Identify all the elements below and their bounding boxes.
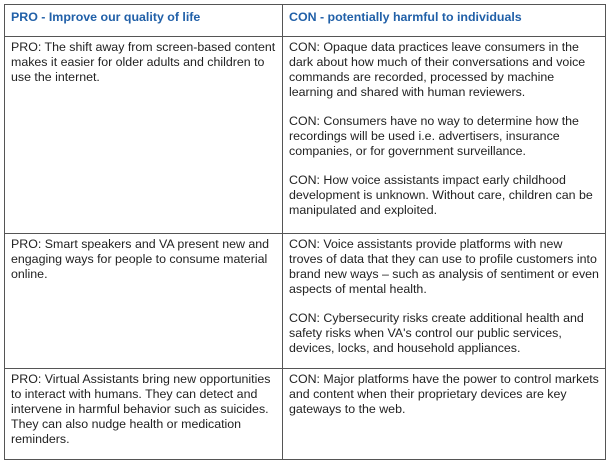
pro-cell <box>5 37 283 234</box>
table-row <box>5 234 606 369</box>
con-text: CON: Cybersecurity risks create additional health and safety risks when VA's control our public services, devices, locks, and household appliances. <box>289 311 584 355</box>
table-row <box>5 37 606 234</box>
con-text: CON: Major platforms have the power to control markets and content when their proprietary devices are key gateways to the web. <box>289 372 599 416</box>
con-text: CON: Voice assistants provide platforms with new troves of data that they can use to profile customers into brand new ways – such as analysis of sentiment or even aspects of mental health. <box>289 237 599 296</box>
header-row <box>5 5 606 37</box>
con-text: CON: Opaque data practices leave consumers in the dark about how much of their conversations and voice commands are recorded, processed by machine learning and shared with human reviewers. <box>289 40 586 99</box>
pro-text: PRO: Virtual Assistants bring new opportunities to interact with humans. They can detect and intervene in harmful behavior such as suicides. They can also nudge health or medication reminders. <box>11 372 271 446</box>
pro-text: PRO: Smart speakers and VA present new and engaging ways for people to consume material online. <box>11 237 270 281</box>
table-row <box>5 369 606 460</box>
pro-text: PRO: The shift away from screen-based content makes it easier for older adults and children to use the internet. <box>11 40 276 84</box>
con-column-header: CON - potentially harmful to individuals <box>283 5 606 37</box>
con-cell <box>283 234 606 369</box>
pro-con-table <box>4 4 606 460</box>
con-text: CON: How voice assistants impact early childhood development is unknown. Without care, children can be manipulated and exploited. <box>289 173 593 217</box>
con-cell <box>283 37 606 234</box>
con-cell <box>283 369 606 460</box>
con-text: CON: Consumers have no way to determine how the recordings will be used i.e. advertisers, insurance companies, or for government surveillance. <box>289 114 579 158</box>
pro-column-header: PRO - Improve our quality of life <box>5 5 283 37</box>
pro-cell <box>5 234 283 369</box>
pro-cell <box>5 369 283 460</box>
